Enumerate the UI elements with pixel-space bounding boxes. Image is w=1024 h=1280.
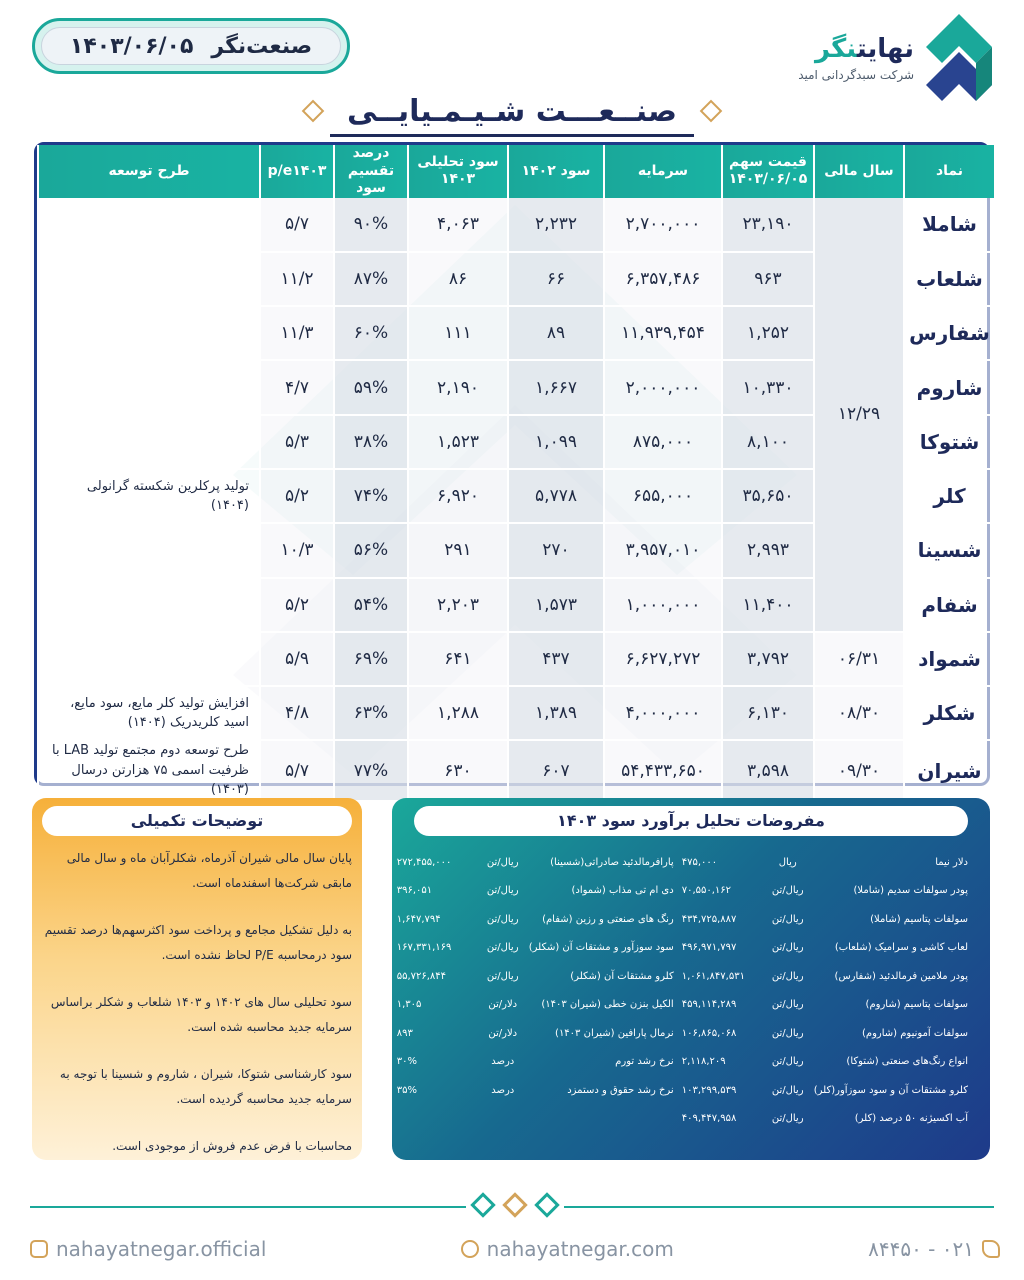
assumption-row [397, 1048, 674, 1077]
assumption-row [682, 848, 968, 877]
footer [30, 1232, 1000, 1266]
assumption-value: ۴۰۹,۴۴۷,۹۵۸ [681, 1113, 737, 1125]
assumption-value: ۱,۶۴۷,۷۹۴ [396, 913, 441, 925]
assumption-value: ۳۵% [396, 1084, 417, 1096]
assumption-value: ۷۰,۵۵۰,۱۶۲ [681, 885, 732, 897]
assumption-row [682, 934, 968, 963]
cell-analytic-profit: ۸۶ [408, 252, 508, 306]
cell-symbol: شسینا [904, 523, 994, 577]
assumption-label: پودر سولفات سدیم (شاملا) [853, 885, 968, 897]
col-symbol: نماد [904, 145, 994, 198]
assumption-unit: دلار/تن [488, 999, 518, 1011]
cell-symbol: شاروم [904, 360, 994, 414]
cell-profit-1402: ۱,۵۷۳ [508, 578, 604, 632]
footer-diamond-icon [534, 1192, 559, 1217]
assumption-label: پارافرمالدئید صادراتی(شسینا) [550, 856, 674, 868]
assumption-label: کلرو مشتقات آن و سود سوزآور(کلر) [813, 1084, 968, 1096]
cell-capital: ۸۷۵,۰۰۰ [604, 415, 722, 469]
cell-price: ۳,۷۹۲ [722, 632, 814, 686]
assumptions-right-column [682, 848, 968, 1133]
assumption-label: پودر ملامین فرمالدئید (شفارس) [834, 970, 968, 982]
assumption-value: ۱,۳۰۵ [396, 999, 422, 1011]
assumption-value: ۴۵۹,۱۱۴,۲۸۹ [681, 999, 737, 1011]
cell-dividend-percent: ۸۷% [334, 252, 408, 306]
col-price: قیمت سهم ۱۴۰۳/۰۶/۰۵ [722, 145, 814, 198]
col-profit-1402: سود ۱۴۰۲ [508, 145, 604, 198]
cell-price: ۸,۱۰۰ [722, 415, 814, 469]
assumption-label: آب اکسیژنه ۵۰ درصد (کلر) [854, 1113, 968, 1125]
cell-fiscal-year: ۰۹/۳۰ [814, 740, 904, 801]
cell-profit-1402: ۸۹ [508, 306, 604, 360]
assumption-unit: ریال/تن [486, 885, 519, 897]
cell-analytic-profit: ۲,۱۹۰ [408, 360, 508, 414]
assumption-value: ۸۹۳ [396, 1027, 413, 1039]
cell-capital: ۶,۳۵۷,۴۸۶ [604, 252, 722, 306]
cell-analytic-profit: ۱,۵۲۳ [408, 415, 508, 469]
footer-diamonds [466, 1196, 564, 1214]
assumption-value: ۴۷۵,۰۰۰ [681, 856, 718, 868]
assumption-value: ۲۷۲,۴۵۵,۰۰۰ [396, 856, 452, 868]
assumption-unit: درصد [491, 1084, 515, 1096]
cell-plan: طرح توسعه دوم مجتمع تولید LAB با ظرفیت اسمی ۷۵ هزارتن درسال (۱۴۰۳) [38, 740, 260, 801]
cell-profit-1402: ۴۳۷ [508, 632, 604, 686]
cell-capital: ۱,۰۰۰,۰۰۰ [604, 578, 722, 632]
cell-analytic-profit: ۶۳۰ [408, 740, 508, 801]
table-row [38, 740, 994, 801]
cell-price: ۳,۵۹۸ [722, 740, 814, 801]
page-title: صنــعـــت شـیـمـیایــی [347, 93, 677, 129]
cell-capital: ۴,۰۰۰,۰۰۰ [604, 686, 722, 740]
cell-dividend-percent: ۹۰% [334, 198, 408, 252]
cell-symbol: کلر [904, 469, 994, 523]
cell-dividend-percent: ۶۳% [334, 686, 408, 740]
assumption-label: نرخ رشد تورم [615, 1056, 674, 1068]
table-row [38, 198, 994, 252]
assumption-unit: ریال/تن [771, 942, 804, 954]
cell-profit-1402: ۲۷۰ [508, 523, 604, 577]
assumption-label: دی ام تی مذاب (شمواد) [571, 885, 674, 897]
phone-icon [982, 1240, 1000, 1258]
col-capital: سرمایه [604, 145, 722, 198]
cell-capital: ۵۴,۴۳۳,۶۵۰ [604, 740, 722, 801]
cell-analytic-profit: ۶,۹۲۰ [408, 469, 508, 523]
industry-table [34, 142, 990, 798]
cell-capital: ۱۱,۹۳۹,۴۵۴ [604, 306, 722, 360]
cell-plan [38, 306, 260, 360]
cell-plan [38, 360, 260, 414]
assumption-label: رنگ های صنعتی و رزین (شفام) [542, 913, 674, 925]
brand-name: نهایتنگر [815, 34, 914, 64]
table-row [38, 686, 994, 740]
col-fiscal-year: سال مالی [814, 145, 904, 198]
assumption-row [397, 848, 674, 877]
list-item: سود کارشناسی شتوکا، شیران ، شاروم و شسینا با توجه به سرمایه جدید محاسبه گردیده است. [59, 1067, 352, 1106]
cell-pe: ۵/۲ [260, 469, 334, 523]
assumption-value: ۵۵,۷۲۶,۸۴۴ [396, 970, 447, 982]
assumption-row [397, 1076, 674, 1105]
cell-plan [38, 252, 260, 306]
cell-symbol: شمواد [904, 632, 994, 686]
cell-plan [38, 523, 260, 577]
assumption-unit: ریال/تن [771, 999, 804, 1011]
cell-dividend-percent: ۷۴% [334, 469, 408, 523]
table-row [38, 632, 994, 686]
cell-plan [38, 415, 260, 469]
footer-phone[interactable]: ۰۲۱ - ۸۴۴۵۰ [868, 1237, 1000, 1261]
cell-analytic-profit: ۴,۰۶۳ [408, 198, 508, 252]
cell-analytic-profit: ۲,۲۰۳ [408, 578, 508, 632]
cell-price: ۱,۲۵۲ [722, 306, 814, 360]
cell-profit-1402: ۱,۳۸۹ [508, 686, 604, 740]
brand-subtitle: شرکت سبدگردانی امید [798, 68, 914, 82]
industry-date-pill [32, 18, 350, 74]
assumption-label: سود سوزآور و مشتقات آن (شکلر) [528, 942, 674, 954]
assumption-label: سولفات پتاسیم (شاروم) [865, 999, 968, 1011]
assumption-unit: ریال/تن [486, 856, 519, 868]
notes-list [42, 846, 352, 1159]
assumption-row [682, 991, 968, 1020]
assumption-unit: ریال/تن [486, 913, 519, 925]
assumption-unit: ریال/تن [771, 1056, 804, 1068]
data-table [37, 145, 994, 802]
assumption-label: نرمال پارافین (شیران ۱۴۰۳) [555, 1027, 674, 1039]
industry-label: صنعت‌نگر [211, 33, 313, 59]
assumption-value: ۱۰۳,۲۹۹,۵۳۹ [681, 1084, 737, 1096]
assumption-unit: ریال/تن [486, 970, 519, 982]
cell-fiscal-year: ۰۸/۳۰ [814, 686, 904, 740]
assumption-label: لعاب کاشی و سرامیک (شلعاب) [834, 942, 968, 954]
header-date: ۱۴۰۳/۰۶/۰۵ [69, 33, 194, 59]
assumption-row [682, 905, 968, 934]
list-item: پایان سال مالی شیران آذرماه، شکلرآبان ماه و سال مالی مابقی شرکت‌ها اسفندماه است. [66, 851, 352, 890]
notes-title: توضیحات تکمیلی [42, 806, 352, 836]
assumption-value: ۴۹۶,۹۷۱,۷۹۷ [681, 942, 737, 954]
assumption-value: ۳۹۶,۰۵۱ [396, 885, 433, 897]
assumption-unit: درصد [491, 1056, 515, 1068]
cell-dividend-percent: ۵۶% [334, 523, 408, 577]
cell-plan: تولید پرکلرین شکسته گرانولی (۱۴۰۴) [38, 469, 260, 523]
cell-profit-1402: ۶۶ [508, 252, 604, 306]
title-diamond-right-icon [700, 100, 723, 123]
cell-symbol: شفارس [904, 306, 994, 360]
cell-analytic-profit: ۱۱۱ [408, 306, 508, 360]
cell-price: ۱۰,۳۳۰ [722, 360, 814, 414]
cell-capital: ۳,۹۵۷,۰۱۰ [604, 523, 722, 577]
cell-pe: ۵/۷ [260, 740, 334, 801]
cell-plan [38, 632, 260, 686]
cell-dividend-percent: ۶۰% [334, 306, 408, 360]
cell-symbol: شتوکا [904, 415, 994, 469]
assumption-row [397, 1019, 674, 1048]
cell-fiscal-year: ۰۶/۳۱ [814, 632, 904, 686]
list-item: محاسبات با فرض عدم فروش از موجودی است. [112, 1139, 352, 1153]
cell-symbol: شاملا [904, 198, 994, 252]
notes-panel [32, 798, 362, 1160]
assumption-row [682, 1105, 968, 1134]
assumption-row [682, 1076, 968, 1105]
instagram-icon [30, 1240, 48, 1258]
cell-symbol: شلعاب [904, 252, 994, 306]
footer-diamond-icon [502, 1192, 527, 1217]
cell-capital: ۶۵۵,۰۰۰ [604, 469, 722, 523]
cell-symbol: شکلر [904, 686, 994, 740]
cell-pe: ۱۱/۲ [260, 252, 334, 306]
cell-symbol: شیران [904, 740, 994, 801]
assumption-row [397, 877, 674, 906]
assumption-value: ۱۶۷,۳۳۱,۱۶۹ [396, 942, 452, 954]
assumption-value: ۴۳۴,۷۲۵,۸۸۷ [681, 913, 737, 925]
cell-price: ۳۵,۶۵۰ [722, 469, 814, 523]
cell-profit-1402: ۱,۶۶۷ [508, 360, 604, 414]
assumption-row [682, 1019, 968, 1048]
cell-pe: ۵/۳ [260, 415, 334, 469]
assumptions-panel [392, 798, 990, 1160]
footer-diamond-icon [470, 1192, 495, 1217]
cell-plan [38, 198, 260, 252]
cell-profit-1402: ۵,۷۷۸ [508, 469, 604, 523]
assumption-value: ۳۰% [396, 1056, 417, 1068]
assumption-row [397, 934, 674, 963]
assumptions-left-column [397, 848, 674, 1133]
footer-website[interactable]: nahayatnegar.com [461, 1237, 674, 1261]
cell-profit-1402: ۲,۲۳۲ [508, 198, 604, 252]
cell-pe: ۱۰/۳ [260, 523, 334, 577]
list-item: سود تحلیلی سال های ۱۴۰۲ و ۱۴۰۳ شلعاب و شکلر براساس سرمایه جدید محاسبه شده است. [50, 995, 352, 1034]
assumption-row [397, 991, 674, 1020]
assumption-value: ۱,۰۶۱,۸۴۷,۵۳۱ [681, 970, 745, 982]
assumption-unit: ریال/تن [486, 942, 519, 954]
col-plan: طرح توسعه [38, 145, 260, 198]
assumption-row [682, 1048, 968, 1077]
cell-analytic-profit: ۲۹۱ [408, 523, 508, 577]
cell-pe: ۴/۷ [260, 360, 334, 414]
cell-capital: ۶,۶۲۷,۲۷۲ [604, 632, 722, 686]
assumption-row [397, 962, 674, 991]
cell-plan [38, 578, 260, 632]
cell-profit-1402: ۱,۰۹۹ [508, 415, 604, 469]
cell-dividend-percent: ۵۹% [334, 360, 408, 414]
assumption-row [682, 962, 968, 991]
assumption-unit: ریال/تن [771, 913, 804, 925]
assumption-unit: دلار/تن [488, 1027, 518, 1039]
title-diamond-left-icon [302, 100, 325, 123]
assumptions-title: مفروضات تحلیل برآورد سود ۱۴۰۳ [414, 806, 968, 836]
cell-pe: ۵/۹ [260, 632, 334, 686]
assumption-unit: ریال/تن [771, 1113, 804, 1125]
cell-fiscal-year-group: ۱۲/۲۹ [814, 198, 904, 632]
cell-dividend-percent: ۵۴% [334, 578, 408, 632]
assumption-unit: ریال [778, 856, 797, 868]
assumption-label: دلار نیما [935, 856, 968, 868]
cell-analytic-profit: ۶۴۱ [408, 632, 508, 686]
globe-icon [461, 1240, 479, 1258]
cell-plan: افزایش تولید کلر مایع، سود مایع، اسید کلریدریک (۱۴۰۴) [38, 686, 260, 740]
cell-pe: ۱۱/۳ [260, 306, 334, 360]
cell-dividend-percent: ۳۸% [334, 415, 408, 469]
col-dividend-percent: درصد تقسیم سود [334, 145, 408, 198]
cell-capital: ۲,۷۰۰,۰۰۰ [604, 198, 722, 252]
col-analytic-profit: سود تحلیلی ۱۴۰۳ [408, 145, 508, 198]
col-pe: p/e۱۴۰۳ [260, 145, 334, 198]
footer-instagram[interactable]: nahayatnegar.official [30, 1237, 266, 1261]
cell-price: ۲,۹۹۳ [722, 523, 814, 577]
assumption-value: ۲,۱۱۸,۲۰۹ [681, 1056, 726, 1068]
cell-dividend-percent: ۷۷% [334, 740, 408, 801]
cell-analytic-profit: ۱,۲۸۸ [408, 686, 508, 740]
assumption-label: سولفات پتاسیم (شاملا) [870, 913, 968, 925]
assumption-unit: ریال/تن [771, 885, 804, 897]
cell-pe: ۴/۸ [260, 686, 334, 740]
cell-price: ۱۱,۴۰۰ [722, 578, 814, 632]
assumption-unit: ریال/تن [771, 1027, 804, 1039]
table-header-row [38, 145, 994, 198]
cell-profit-1402: ۶۰۷ [508, 740, 604, 801]
title-underline [330, 134, 694, 137]
assumption-label: کلرو مشتقات آن (شکلر) [570, 970, 674, 982]
cell-pe: ۵/۲ [260, 578, 334, 632]
assumption-row [397, 905, 674, 934]
list-item: به دلیل تشکیل مجامع و پرداخت سود اکثرسهم‌ها درصد تقسیم سود درمحاسبه P/E لحاظ نشده است. [44, 923, 352, 962]
assumption-label: نرخ رشد حقوق و دستمزد [567, 1084, 674, 1096]
cell-price: ۲۳,۱۹۰ [722, 198, 814, 252]
cell-pe: ۵/۷ [260, 198, 334, 252]
assumption-label: الکیل بنزن خطی (شیران ۱۴۰۳) [541, 999, 674, 1011]
cell-capital: ۲,۰۰۰,۰۰۰ [604, 360, 722, 414]
assumption-row [682, 877, 968, 906]
assumption-unit: ریال/تن [771, 1084, 804, 1096]
logo-text [798, 34, 914, 82]
assumption-label: انواع رنگ‌های صنعتی (شتوکا) [846, 1056, 968, 1068]
assumption-value: ۱۰۶,۸۶۵,۰۶۸ [681, 1027, 737, 1039]
cell-price: ۹۶۳ [722, 252, 814, 306]
cell-symbol: شفام [904, 578, 994, 632]
assumption-label: سولفات آمونیوم (شاروم) [861, 1027, 968, 1039]
cell-price: ۶,۱۳۰ [722, 686, 814, 740]
cell-dividend-percent: ۶۹% [334, 632, 408, 686]
page-title-bar [0, 88, 1024, 134]
assumption-unit: ریال/تن [771, 970, 804, 982]
